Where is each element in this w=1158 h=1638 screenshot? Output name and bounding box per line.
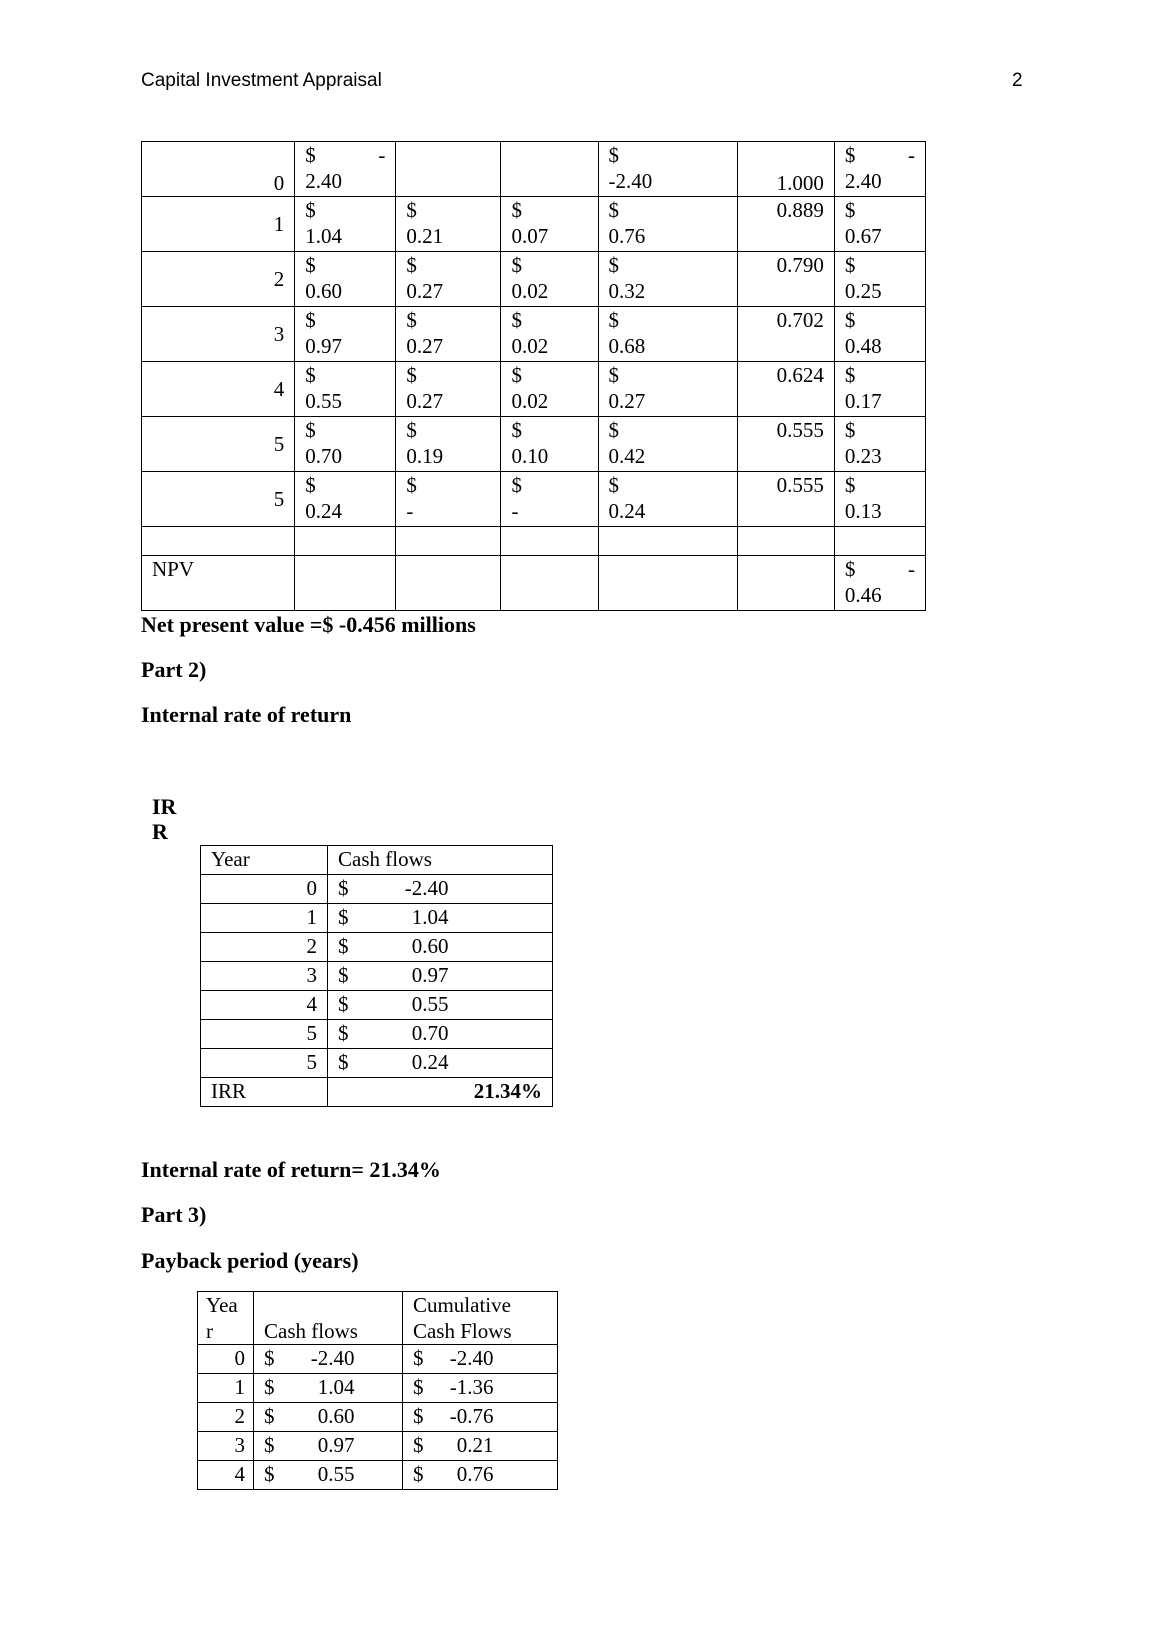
payback-cash-cell xyxy=(254,1374,403,1403)
npv-c1-part0: $ xyxy=(305,363,316,387)
npv-c1-line1 xyxy=(305,472,385,498)
irr-heading: Internal rate of return xyxy=(141,702,352,727)
npv-c3-cell xyxy=(501,307,598,362)
npv-pv-line1 xyxy=(845,252,915,278)
npv-pv-line2: 0.13 xyxy=(844,499,882,523)
npv-pv-line2: 0.23 xyxy=(844,444,882,468)
npv-blank-cell xyxy=(737,527,834,556)
irr-currency: $ xyxy=(338,1050,349,1074)
npv-c4-part0: $ xyxy=(608,363,620,387)
npv-year-cell: 0 xyxy=(142,142,295,197)
npv-c2-part0: $ xyxy=(406,418,417,442)
npv-c2-cell xyxy=(396,472,501,527)
npv-year-cell: 3 xyxy=(142,307,295,362)
payback-row xyxy=(198,1345,558,1374)
payback-year-cell: 3 xyxy=(198,1432,254,1461)
npv-c2-part0: $ xyxy=(406,473,417,497)
npv-discount-factor-cell: 0.555 xyxy=(737,472,834,527)
npv-c2-line1 xyxy=(406,252,490,278)
npv-c4-line2: -2.40 xyxy=(608,169,653,193)
npv-blank-cell xyxy=(142,527,295,556)
payback-cash-cell xyxy=(254,1461,403,1490)
payback-row xyxy=(198,1374,558,1403)
irr-cash-cell xyxy=(328,933,553,962)
npv-total-row xyxy=(142,556,926,611)
npv-c3-part0: $ xyxy=(511,253,522,277)
npv-c4-cell xyxy=(598,362,737,417)
npv-c1-cell xyxy=(295,197,396,252)
irr-year-cell: 5 xyxy=(201,1049,328,1078)
npv-pv-cell xyxy=(834,252,925,307)
npv-pv-line1 xyxy=(845,307,915,333)
npv-c1-part0: $ xyxy=(305,418,316,442)
npv-pv-line1 xyxy=(845,362,915,388)
npv-blank-cell xyxy=(295,527,396,556)
payback-cash-value: 0.55 xyxy=(317,1462,355,1486)
payback-header-cum-l2: Cash Flows xyxy=(412,1319,512,1343)
npv-empty-cell xyxy=(598,556,737,611)
npv-c4-part0: $ xyxy=(608,473,620,497)
payback-cum-cell xyxy=(402,1345,557,1374)
irr-header-cashflows: Cash flows xyxy=(328,846,553,875)
npv-c4-cell xyxy=(598,307,737,362)
irr-year-cell: 4 xyxy=(201,991,328,1020)
npv-year-cell: 1 xyxy=(142,197,295,252)
npv-c3-cell xyxy=(501,417,598,472)
payback-currency: $ xyxy=(264,1433,275,1457)
irr-value-cell: 21.34% xyxy=(328,1078,553,1107)
irr-currency: $ xyxy=(338,963,349,987)
npv-c3-line2: - xyxy=(511,499,519,523)
payback-year-cell: 1 xyxy=(198,1374,254,1403)
npv-c4-line1 xyxy=(609,307,727,333)
npv-c3-cell xyxy=(501,197,598,252)
npv-pv-line1 xyxy=(845,417,915,443)
npv-pv-part0: $ xyxy=(844,418,856,442)
npv-pv-line2: 0.48 xyxy=(844,334,882,358)
npv-c3-line2: 0.02 xyxy=(511,279,549,303)
npv-c4-line1 xyxy=(609,362,727,388)
npv-c1-cell xyxy=(295,252,396,307)
npv-c1-cell xyxy=(295,307,396,362)
npv-c4-line2: 0.76 xyxy=(608,224,646,248)
irr-row xyxy=(201,1049,553,1078)
irr-header-row xyxy=(201,846,553,875)
npv-c1-part0: $ xyxy=(305,143,316,167)
npv-table xyxy=(141,141,926,611)
npv-c4-part0: $ xyxy=(608,143,620,167)
irr-result-row xyxy=(201,1078,553,1107)
npv-total-part0: $ xyxy=(844,557,856,581)
npv-c4-line1 xyxy=(609,197,727,223)
payback-header-year xyxy=(198,1292,254,1345)
irr-cash-cell xyxy=(328,1020,553,1049)
npv-discount-factor-cell: 0.555 xyxy=(737,417,834,472)
npv-c1-cell xyxy=(295,362,396,417)
irr-summary: Internal rate of return= 21.34% xyxy=(141,1157,441,1182)
npv-pv-cell xyxy=(834,362,925,417)
npv-c2-line2: 0.27 xyxy=(406,279,444,303)
irr-cash-cell xyxy=(328,904,553,933)
npv-pv-line2: 2.40 xyxy=(844,169,882,193)
npv-pv-part0: $ xyxy=(844,198,856,222)
payback-row xyxy=(198,1461,558,1490)
npv-c3-line2: 0.02 xyxy=(511,389,549,413)
npv-c2-line1 xyxy=(406,472,490,498)
npv-c1-cell xyxy=(295,417,396,472)
irr-row xyxy=(201,991,553,1020)
payback-cash-cell xyxy=(254,1432,403,1461)
npv-c3-cell xyxy=(501,252,598,307)
npv-c3-part0: $ xyxy=(511,198,522,222)
payback-header-row xyxy=(198,1292,558,1345)
payback-heading: Payback period (years) xyxy=(141,1248,359,1273)
irr-cash-value: 0.70 xyxy=(411,1021,449,1045)
npv-c1-line1 xyxy=(305,307,385,333)
running-header: Capital Investment Appraisal xyxy=(141,70,382,91)
npv-c1-line2: 0.55 xyxy=(305,389,342,413)
irr-cash-cell xyxy=(328,991,553,1020)
irr-cash-value: 0.60 xyxy=(411,934,449,958)
npv-c4-line1 xyxy=(609,142,727,168)
npv-c3-part0: $ xyxy=(511,308,522,332)
npv-blank-cell xyxy=(834,527,925,556)
irr-cash-cell xyxy=(328,875,553,904)
payback-cum-cell xyxy=(402,1461,557,1490)
npv-c4-cell xyxy=(598,142,737,197)
irr-year-cell: 2 xyxy=(201,933,328,962)
irr-currency: $ xyxy=(338,905,349,929)
irr-row xyxy=(201,904,553,933)
npv-c1-cell xyxy=(295,142,396,197)
npv-blank-cell xyxy=(501,527,598,556)
payback-year-cell: 0 xyxy=(198,1345,254,1374)
irr-row xyxy=(201,1020,553,1049)
npv-c1-cell xyxy=(295,472,396,527)
npv-c3-part0: $ xyxy=(511,363,522,387)
payback-cum-cell xyxy=(402,1432,557,1461)
irr-currency: $ xyxy=(338,1021,349,1045)
npv-c3-line1 xyxy=(511,197,587,223)
npv-c2-cell xyxy=(396,142,501,197)
payback-cum-currency: $ xyxy=(412,1404,424,1428)
npv-pv-cell xyxy=(834,417,925,472)
npv-pv-cell xyxy=(834,197,925,252)
part2-heading: Part 2) xyxy=(141,657,207,682)
npv-pv-part0: $ xyxy=(844,253,856,277)
npv-c4-part0: $ xyxy=(608,308,620,332)
payback-cum-value: -0.76 xyxy=(449,1404,494,1428)
payback-currency: $ xyxy=(264,1462,275,1486)
irr-row xyxy=(201,875,553,904)
npv-c2-part0: $ xyxy=(406,253,417,277)
npv-discount-factor-cell: 0.624 xyxy=(737,362,834,417)
npv-c3-cell xyxy=(501,362,598,417)
npv-c4-cell xyxy=(598,472,737,527)
npv-pv-part0: $ xyxy=(844,308,856,332)
npv-discount-factor-cell: 0.889 xyxy=(737,197,834,252)
npv-pv-line1 xyxy=(845,197,915,223)
npv-pv-part0: $ xyxy=(844,473,856,497)
npv-pv-line2: 0.25 xyxy=(844,279,882,303)
payback-year-cell: 4 xyxy=(198,1461,254,1490)
npv-c2-line1 xyxy=(406,197,490,223)
payback-cum-currency: $ xyxy=(412,1375,424,1399)
npv-c1-line2: 2.40 xyxy=(305,169,342,193)
payback-cash-value: -2.40 xyxy=(310,1346,355,1370)
npv-c3-line2: 0.02 xyxy=(511,334,549,358)
npv-c2-cell xyxy=(396,197,501,252)
irr-cash-cell xyxy=(328,1049,553,1078)
payback-header-cum-l1: Cumulative xyxy=(412,1293,511,1317)
npv-empty-cell xyxy=(295,556,396,611)
payback-cum-value: -1.36 xyxy=(449,1375,494,1399)
npv-c2-part0: $ xyxy=(406,198,417,222)
npv-c2-line2: 0.19 xyxy=(406,444,444,468)
npv-c3-line2: 0.10 xyxy=(511,444,549,468)
irr-year-cell: 0 xyxy=(201,875,328,904)
npv-row xyxy=(142,252,926,307)
payback-cum-currency: $ xyxy=(412,1462,424,1486)
npv-c3-line1 xyxy=(511,417,587,443)
payback-currency: $ xyxy=(264,1404,275,1428)
irr-row xyxy=(201,933,553,962)
irr-cash-value: 1.04 xyxy=(411,905,449,929)
npv-c2-line2: 0.27 xyxy=(406,334,444,358)
npv-c1-line2: 0.24 xyxy=(305,499,342,523)
npv-c4-line2: 0.27 xyxy=(608,389,646,413)
npv-c4-line2: 0.24 xyxy=(608,499,646,523)
npv-c4-line2: 0.32 xyxy=(608,279,646,303)
npv-total-value xyxy=(834,556,925,611)
npv-pv-line2: 0.67 xyxy=(844,224,882,248)
irr-cash-value: -2.40 xyxy=(404,876,449,900)
npv-c2-cell xyxy=(396,252,501,307)
npv-c2-cell xyxy=(396,417,501,472)
payback-cum-value: 0.76 xyxy=(456,1462,494,1486)
npv-blank-cell xyxy=(598,527,737,556)
npv-pv-cell xyxy=(834,142,925,197)
payback-cum-cell xyxy=(402,1374,557,1403)
payback-header-year-l1: Yea xyxy=(206,1293,238,1317)
npv-c4-part0: $ xyxy=(608,418,620,442)
npv-pv-cell xyxy=(834,472,925,527)
payback-cash-cell xyxy=(254,1403,403,1432)
payback-table xyxy=(197,1291,558,1490)
npv-pv-part1: - xyxy=(908,143,915,167)
npv-c1-line2: 0.70 xyxy=(305,444,342,468)
npv-c3-part0: $ xyxy=(511,418,522,442)
irr-year-cell: 3 xyxy=(201,962,328,991)
npv-c2-cell xyxy=(396,307,501,362)
irr-row xyxy=(201,962,553,991)
npv-c1-line1 xyxy=(305,417,385,443)
npv-c3-cell xyxy=(501,472,598,527)
payback-cum-currency: $ xyxy=(412,1433,424,1457)
npv-c2-part0: $ xyxy=(406,308,417,332)
npv-c2-line2: 0.21 xyxy=(406,224,444,248)
npv-label-cell: NPV xyxy=(142,556,295,611)
npv-c4-cell xyxy=(598,417,737,472)
irr-cash-value: 0.97 xyxy=(411,963,449,987)
payback-cash-value: 0.97 xyxy=(317,1433,355,1457)
npv-c4-line2: 0.42 xyxy=(608,444,646,468)
npv-c4-line1 xyxy=(609,472,727,498)
npv-blank-cell xyxy=(396,527,501,556)
npv-empty-cell xyxy=(501,556,598,611)
payback-row xyxy=(198,1403,558,1432)
npv-summary: Net present value =$ -0.456 millions xyxy=(141,612,476,637)
npv-c1-line1 xyxy=(305,142,385,168)
npv-total-line2: 0.46 xyxy=(844,583,882,607)
payback-cash-value: 1.04 xyxy=(317,1375,355,1399)
npv-c2-part0: $ xyxy=(406,363,417,387)
npv-c4-part0: $ xyxy=(608,253,620,277)
irr-label-line1: IR xyxy=(152,794,177,819)
npv-empty-cell xyxy=(737,556,834,611)
payback-row xyxy=(198,1432,558,1461)
npv-row xyxy=(142,472,926,527)
irr-year-cell: 5 xyxy=(201,1020,328,1049)
npv-year-cell: 5 xyxy=(142,417,295,472)
payback-year-cell: 2 xyxy=(198,1403,254,1432)
irr-year-cell: 1 xyxy=(201,904,328,933)
payback-header-year-l2: r xyxy=(206,1319,213,1343)
npv-pv-line1 xyxy=(845,472,915,498)
irr-cash-cell xyxy=(328,962,553,991)
npv-c3-line1 xyxy=(511,307,587,333)
npv-year-cell: 4 xyxy=(142,362,295,417)
npv-c4-cell xyxy=(598,197,737,252)
npv-c3-cell xyxy=(501,142,598,197)
irr-cash-value: 0.55 xyxy=(411,992,449,1016)
payback-header-cashflows: Cash flows xyxy=(254,1292,403,1345)
npv-c3-line2: 0.07 xyxy=(511,224,549,248)
npv-c1-part0: $ xyxy=(305,473,316,497)
npv-pv-part0: $ xyxy=(844,143,856,167)
npv-c3-line1 xyxy=(511,252,587,278)
npv-total-line1 xyxy=(845,556,915,582)
npv-c1-part0: $ xyxy=(305,253,316,277)
npv-pv-line1 xyxy=(845,142,915,168)
npv-c2-line1 xyxy=(406,307,490,333)
npv-c2-cell xyxy=(396,362,501,417)
npv-row xyxy=(142,197,926,252)
part3-heading: Part 3) xyxy=(141,1202,207,1227)
payback-cum-currency: $ xyxy=(412,1346,424,1370)
irr-header-year: Year xyxy=(201,846,328,875)
npv-c2-line1 xyxy=(406,417,490,443)
npv-c1-line2: 0.60 xyxy=(305,279,342,303)
payback-header-cumulative xyxy=(402,1292,557,1345)
npv-c2-line1 xyxy=(406,362,490,388)
npv-year-cell: 2 xyxy=(142,252,295,307)
irr-table xyxy=(200,845,553,1107)
npv-c3-line1 xyxy=(511,472,587,498)
npv-pv-line2: 0.17 xyxy=(844,389,882,413)
payback-currency: $ xyxy=(264,1346,275,1370)
payback-cash-cell xyxy=(254,1345,403,1374)
npv-c1-line1 xyxy=(305,362,385,388)
page-number: 2 xyxy=(1012,70,1023,91)
payback-cum-cell xyxy=(402,1403,557,1432)
npv-discount-factor-cell: 0.702 xyxy=(737,307,834,362)
payback-cash-value: 0.60 xyxy=(317,1404,355,1428)
npv-c2-line2: - xyxy=(406,499,414,523)
npv-c3-part0: $ xyxy=(511,473,522,497)
payback-cum-value: -2.40 xyxy=(449,1346,494,1370)
npv-row xyxy=(142,142,926,197)
npv-c4-line2: 0.68 xyxy=(608,334,646,358)
npv-total-part1: - xyxy=(908,557,915,581)
npv-c1-part1: - xyxy=(378,143,386,167)
npv-c1-part0: $ xyxy=(305,308,316,332)
npv-row xyxy=(142,362,926,417)
irr-label-line2: R xyxy=(152,819,168,844)
npv-empty-cell xyxy=(396,556,501,611)
npv-c2-line2: 0.27 xyxy=(406,389,444,413)
npv-discount-factor-cell: 1.000 xyxy=(737,142,834,197)
npv-c3-line1 xyxy=(511,362,587,388)
payback-cum-value: 0.21 xyxy=(456,1433,494,1457)
payback-currency: $ xyxy=(264,1375,275,1399)
irr-currency: $ xyxy=(338,934,349,958)
npv-c4-cell xyxy=(598,252,737,307)
npv-blank-row xyxy=(142,527,926,556)
npv-c1-line2: 0.97 xyxy=(305,334,342,358)
npv-c1-line1 xyxy=(305,252,385,278)
npv-pv-cell xyxy=(834,307,925,362)
irr-currency: $ xyxy=(338,992,349,1016)
irr-currency: $ xyxy=(338,876,349,900)
npv-row xyxy=(142,417,926,472)
irr-cash-value: 0.24 xyxy=(411,1050,449,1074)
npv-c4-part0: $ xyxy=(608,198,620,222)
npv-pv-part0: $ xyxy=(844,363,856,387)
npv-row xyxy=(142,307,926,362)
npv-c1-line1 xyxy=(305,197,385,223)
irr-label-cell: IRR xyxy=(201,1078,328,1107)
npv-c1-line2: 1.04 xyxy=(305,224,342,248)
npv-c4-line1 xyxy=(609,252,727,278)
npv-discount-factor-cell: 0.790 xyxy=(737,252,834,307)
npv-year-cell: 5 xyxy=(142,472,295,527)
npv-c4-line1 xyxy=(609,417,727,443)
npv-c1-part0: $ xyxy=(305,198,316,222)
